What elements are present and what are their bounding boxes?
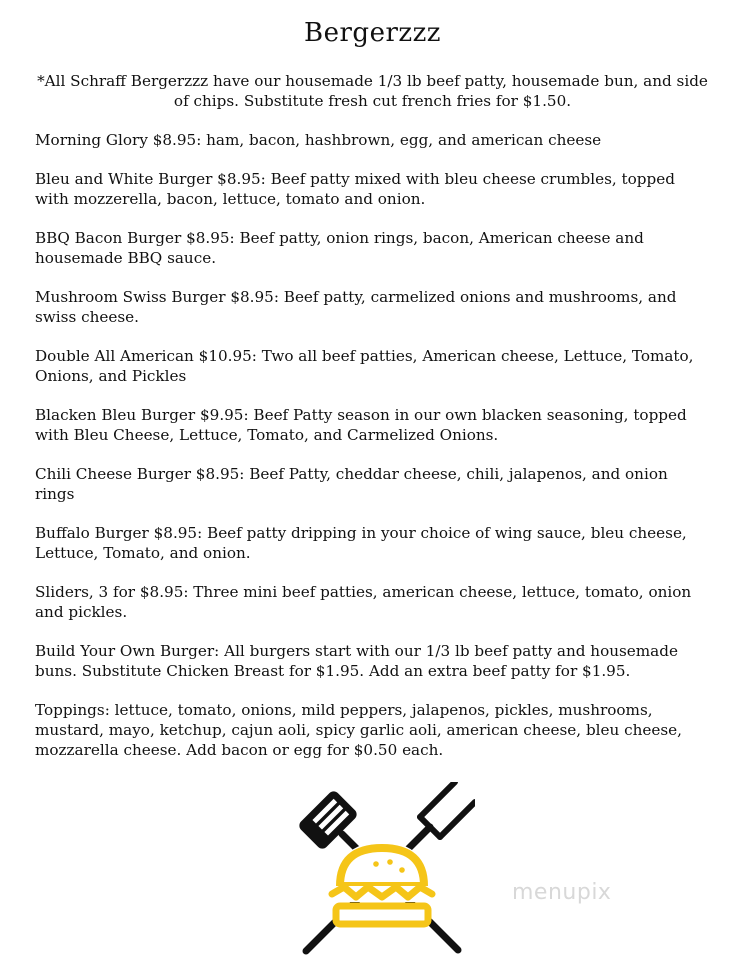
burger-spatula-fork-icon bbox=[290, 782, 475, 967]
menu-item: Morning Glory $8.95: ham, bacon, hashbrown, egg, and american cheese bbox=[35, 131, 602, 149]
menu-item: Build Your Own Burger: All burgers start with our 1/3 lb beef patty and housemade buns. Substitute Chicken Breast for $1.95. Add an extra beef patty for $1.95. bbox=[35, 642, 678, 680]
menu-item: Bleu and White Burger $8.95: Beef patty mixed with bleu cheese crumbles, topped with mozzerella, bacon, lettuce, tomato and onion. bbox=[35, 170, 675, 208]
menu-item: Sliders, 3 for $8.95: Three mini beef patties, american cheese, lettuce, tomato, onion and pickles. bbox=[35, 583, 692, 621]
menu-item-list bbox=[35, 130, 705, 779]
menu-item: Blacken Bleu Burger $9.95: Beef Patty season in our own blacken seasoning, topped with Bleu Cheese, Lettuce, Tomato, and Carmelized Onions. bbox=[35, 406, 687, 444]
menu-item: Buffalo Burger $8.95: Beef patty dripping in your choice of wing sauce, bleu cheese, Lettuce, Tomato, and onion. bbox=[35, 524, 687, 562]
burger-icon bbox=[328, 842, 436, 924]
watermark: menupix bbox=[512, 880, 612, 905]
menu-item: Mushroom Swiss Burger $8.95: Beef patty, carmelized onions and mushrooms, and swiss cheese. bbox=[35, 288, 677, 326]
menu-intro: *All Schraff Bergerzzz have our housemade 1/3 lb beef patty, housemade bun, and side of chips. Substitute fresh cut french fries for $1.50. bbox=[37, 72, 708, 110]
menu-item: Double All American $10.95: Two all beef patties, American cheese, Lettuce, Tomato, Onions, and Pickles bbox=[35, 347, 694, 385]
page-title: Bergerzzz bbox=[304, 18, 441, 48]
menu-item: BBQ Bacon Burger $8.95: Beef patty, onion rings, bacon, American cheese and housemade BBQ sauce. bbox=[35, 229, 644, 267]
menu-item: Chili Cheese Burger $8.95: Beef Patty, cheddar cheese, chili, jalapenos, and onion rings bbox=[35, 465, 668, 503]
menu-item-toppings: Toppings: lettuce, tomato, onions, mild peppers, jalapenos, pickles, mushrooms, mustard, mayo, ketchup, cajun aoli, spicy garlic aoli, american cheese, bleu cheese, mozzarella cheese. Add bacon or egg for $0.50 each. bbox=[35, 701, 682, 759]
